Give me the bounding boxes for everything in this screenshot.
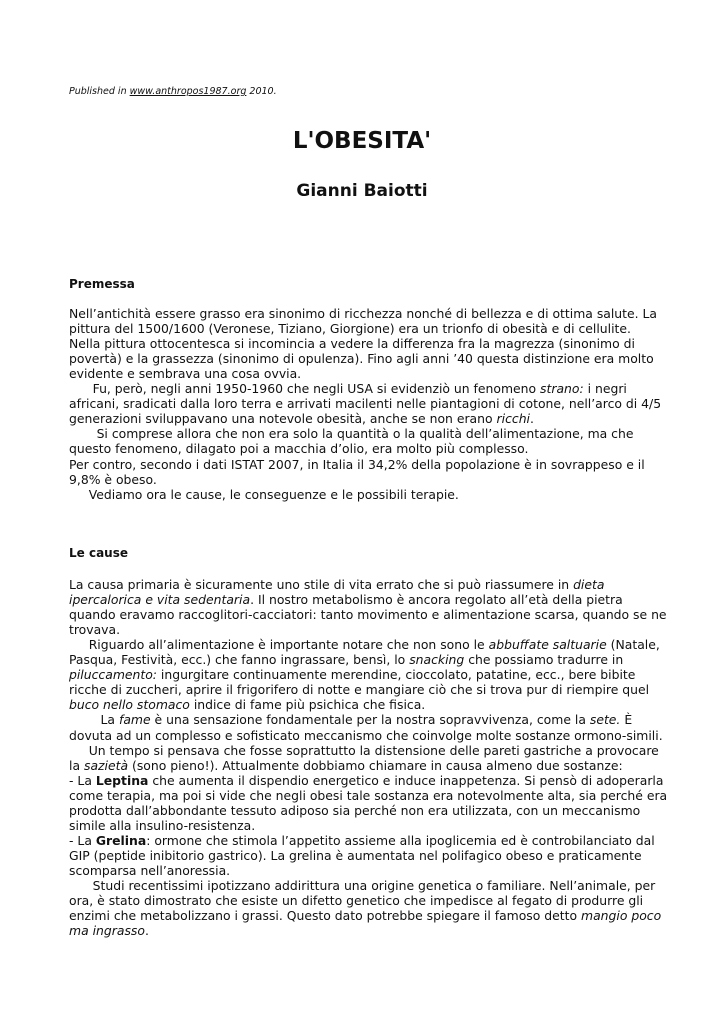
text-run: Fu, però, negli anni 1950-1960 che negli USA si evidenziò un fenomeno <box>69 381 541 397</box>
italic-text: piluccamento: <box>69 667 157 683</box>
text-run: come terapia, ma poi si vide che negli obesi tale sostanza era notevolmente alta, sia perché era <box>69 787 668 803</box>
paragraph-line <box>69 712 655 727</box>
text-run: GIP (peptide inibitorio gastrico). La grelina è aumentata nel polifagico obeso e praticamente <box>69 847 642 863</box>
section-heading: Premessa <box>69 277 135 291</box>
italic-text: ricchi <box>496 411 530 427</box>
paragraph-line <box>69 622 655 637</box>
paragraph-line <box>69 637 660 653</box>
paragraph-line <box>69 396 662 412</box>
paragraph-line <box>69 727 663 743</box>
italic-text: ipercalorica e vita sedentaria <box>69 592 251 608</box>
paragraph-line <box>69 381 655 396</box>
paragraph-line <box>69 457 655 472</box>
italic-text: dieta <box>573 577 605 592</box>
paragraph-line <box>69 351 655 366</box>
italic-text: ma ingrasso <box>69 923 145 939</box>
text-run: Vediamo ora le cause, le conseguenze e le possibili terapie. <box>69 486 459 502</box>
italic-text: strano: <box>540 381 584 397</box>
text-run: che aumenta il dispendio energetico e induce inappetenza. Si pensò di adoperarla <box>148 772 664 788</box>
paragraph-line <box>69 878 655 893</box>
text-run: africani, sradicati dalla loro terra e arrivati macilenti nelle piantagioni di cotone, nell’arco di 4/5 <box>69 396 662 412</box>
text-run: povertà) e la grassezza (sinonimo di opulenza). Fino agli anni ’40 questa distinzione era molto <box>69 351 654 367</box>
text-run: - La <box>69 772 96 788</box>
text-run: generazioni sviluppavano una notevole obesità, anche se non erano <box>69 411 497 427</box>
text-run: dovuta ad un complesso e sofisticato meccanismo che coinvolge molte sostanze ormono-simili. <box>69 727 663 743</box>
paragraph-line <box>69 577 655 592</box>
section-heading: Le cause <box>69 546 128 560</box>
text-run: È <box>620 712 633 728</box>
text-run: enzimi che metabolizzano i grassi. Questo dato potrebbe spiegare il famoso detto <box>69 908 582 924</box>
italic-text: sazietà <box>83 757 129 773</box>
paragraph-line <box>69 848 655 863</box>
text-run: è una sensazione fondamentale per la nostra sopravvivenza, come la <box>150 712 590 728</box>
paragraph-line <box>69 787 668 803</box>
text-run: Per contro, secondo i dati ISTAT 2007, in Italia il 34,2% della popolazione è in sovrappeso e il <box>69 456 645 472</box>
text-run: Studi recentissimi ipotizzano addirittura una origine genetica o familiare. Nell’animale, per <box>69 878 656 893</box>
bold-text: Leptina <box>95 772 149 788</box>
paragraph-line <box>69 607 667 623</box>
publication-suffix: 2010. <box>246 86 277 97</box>
paragraph-line <box>69 366 655 381</box>
text-run: trovava. <box>69 622 121 638</box>
text-run: . <box>530 411 534 427</box>
text-run: indice di fame più psichica che fisica. <box>189 697 426 713</box>
text-run: Pasqua, Festività, ecc.) che fanno ingrassare, bensì, lo <box>69 652 410 668</box>
text-run: (sono pieno!). Attualmente dobbiamo chiamare in causa almeno due sostanze: <box>128 757 623 773</box>
text-run: La <box>69 712 119 728</box>
text-run: Si comprese allora che non era solo la quantità o la qualità dell’alimentazione, ma che <box>69 426 634 442</box>
text-run: questo fenomeno, dilagato poi a macchia d’olio, era molto più complesso. <box>69 441 529 457</box>
italic-text: snacking <box>409 652 465 668</box>
text-run: simile alla insulino-resistenza. <box>69 817 256 833</box>
paragraph-line <box>69 893 655 908</box>
publication-note <box>69 86 277 97</box>
paragraph-line <box>69 487 655 502</box>
paragraph-line <box>69 833 655 848</box>
text-run: - La <box>69 832 96 848</box>
text-run: quando eravamo raccoglitori-cacciatori: tanto movimento e alimentazione scarsa, quando se ne <box>69 607 667 623</box>
paragraph-line <box>69 441 655 456</box>
text-run: : ormone che stimola l’appetito assieme alla ipoglicemia ed è controbilanciato dal <box>146 832 655 848</box>
bold-text: Grelina <box>95 832 147 848</box>
text-run: evidente e sembrava una cosa ovvia. <box>69 366 302 382</box>
text-run: che possiamo tradurre in <box>464 652 624 668</box>
text-run: ora, è stato dimostrato che esiste un difetto genetico che impedisce al fegato di produrre gli <box>69 893 644 909</box>
paragraph-line <box>69 803 655 818</box>
italic-text: buco nello stomaco <box>69 697 190 713</box>
italic-text: sete. <box>589 712 621 728</box>
text-run: ingurgitare continuamente merendine, cioccolato, patatine, ecc., bere bibite <box>156 667 636 683</box>
text-run: . <box>144 923 149 939</box>
paragraph-line <box>69 908 662 924</box>
paragraph-line <box>69 472 655 487</box>
paragraph-line <box>69 697 655 712</box>
paragraph-line <box>69 321 655 336</box>
italic-text: mangio poco <box>581 908 662 924</box>
text-run: prodotta dall’abbondante tessuto adiposo sia perché non era utilizzata, con un meccanismo <box>69 802 641 818</box>
publication-prefix: Published in <box>69 86 130 97</box>
document-author: Gianni Baiotti <box>296 181 428 201</box>
paragraph-line <box>69 652 655 667</box>
text-run: (Natale, <box>606 637 660 653</box>
paragraph-line <box>69 336 655 351</box>
text-run: scomparsa nell’anoressia. <box>69 862 231 878</box>
text-run: La causa primaria è sicuramente uno stile di vita errato che si può riassumere in <box>69 577 574 592</box>
paragraph-line <box>69 772 664 788</box>
text-run: i negri <box>583 381 627 397</box>
paragraph-line <box>69 592 655 607</box>
paragraph-line <box>69 667 655 682</box>
text-run: Un tempo si pensava che fosse soprattutto la distensione delle pareti gastriche a provocare <box>69 742 659 758</box>
text-run: . Il nostro metabolismo è ancora regolato all’età della pietra <box>250 592 623 608</box>
publication-site-link[interactable]: www.anthropos1987.org <box>129 86 247 97</box>
paragraph-line <box>69 426 655 441</box>
italic-text: fame <box>118 712 151 728</box>
italic-text: abbuffate saltuarie <box>488 637 607 653</box>
paragraph-line <box>69 758 655 773</box>
paragraph-line <box>69 923 655 938</box>
text-run: pittura del 1500/1600 (Veronese, Tiziano, Giorgione) era un trionfo di obesità e di cellulite. <box>69 321 631 337</box>
text-run: ricche di zuccheri, aprire il frigorifero di notte e mangiare ciò che si trova pur di riempire quel <box>69 682 650 698</box>
text-run: 9,8% è obeso. <box>69 471 157 487</box>
document-title <box>0 128 724 154</box>
text-run: Riguardo all’alimentazione è importante notare che non sono le <box>69 637 489 653</box>
document-title-text: L'OBESITA' <box>292 128 432 154</box>
paragraph-line <box>69 818 655 833</box>
paragraph-line <box>69 306 658 321</box>
paragraph-line <box>69 411 655 426</box>
paragraph-line <box>69 863 655 878</box>
paragraph-line <box>69 682 655 697</box>
text-run: Nella pittura ottocentesca si incomincia a vedere la differenza fra la magrezza (sinonimo di <box>69 336 635 352</box>
text-run: la <box>69 757 84 773</box>
text-run: Nell’antichità essere grasso era sinonimo di ricchezza nonché di bellezza e di ottima salute. La <box>69 306 658 321</box>
paragraph-line <box>69 742 659 758</box>
